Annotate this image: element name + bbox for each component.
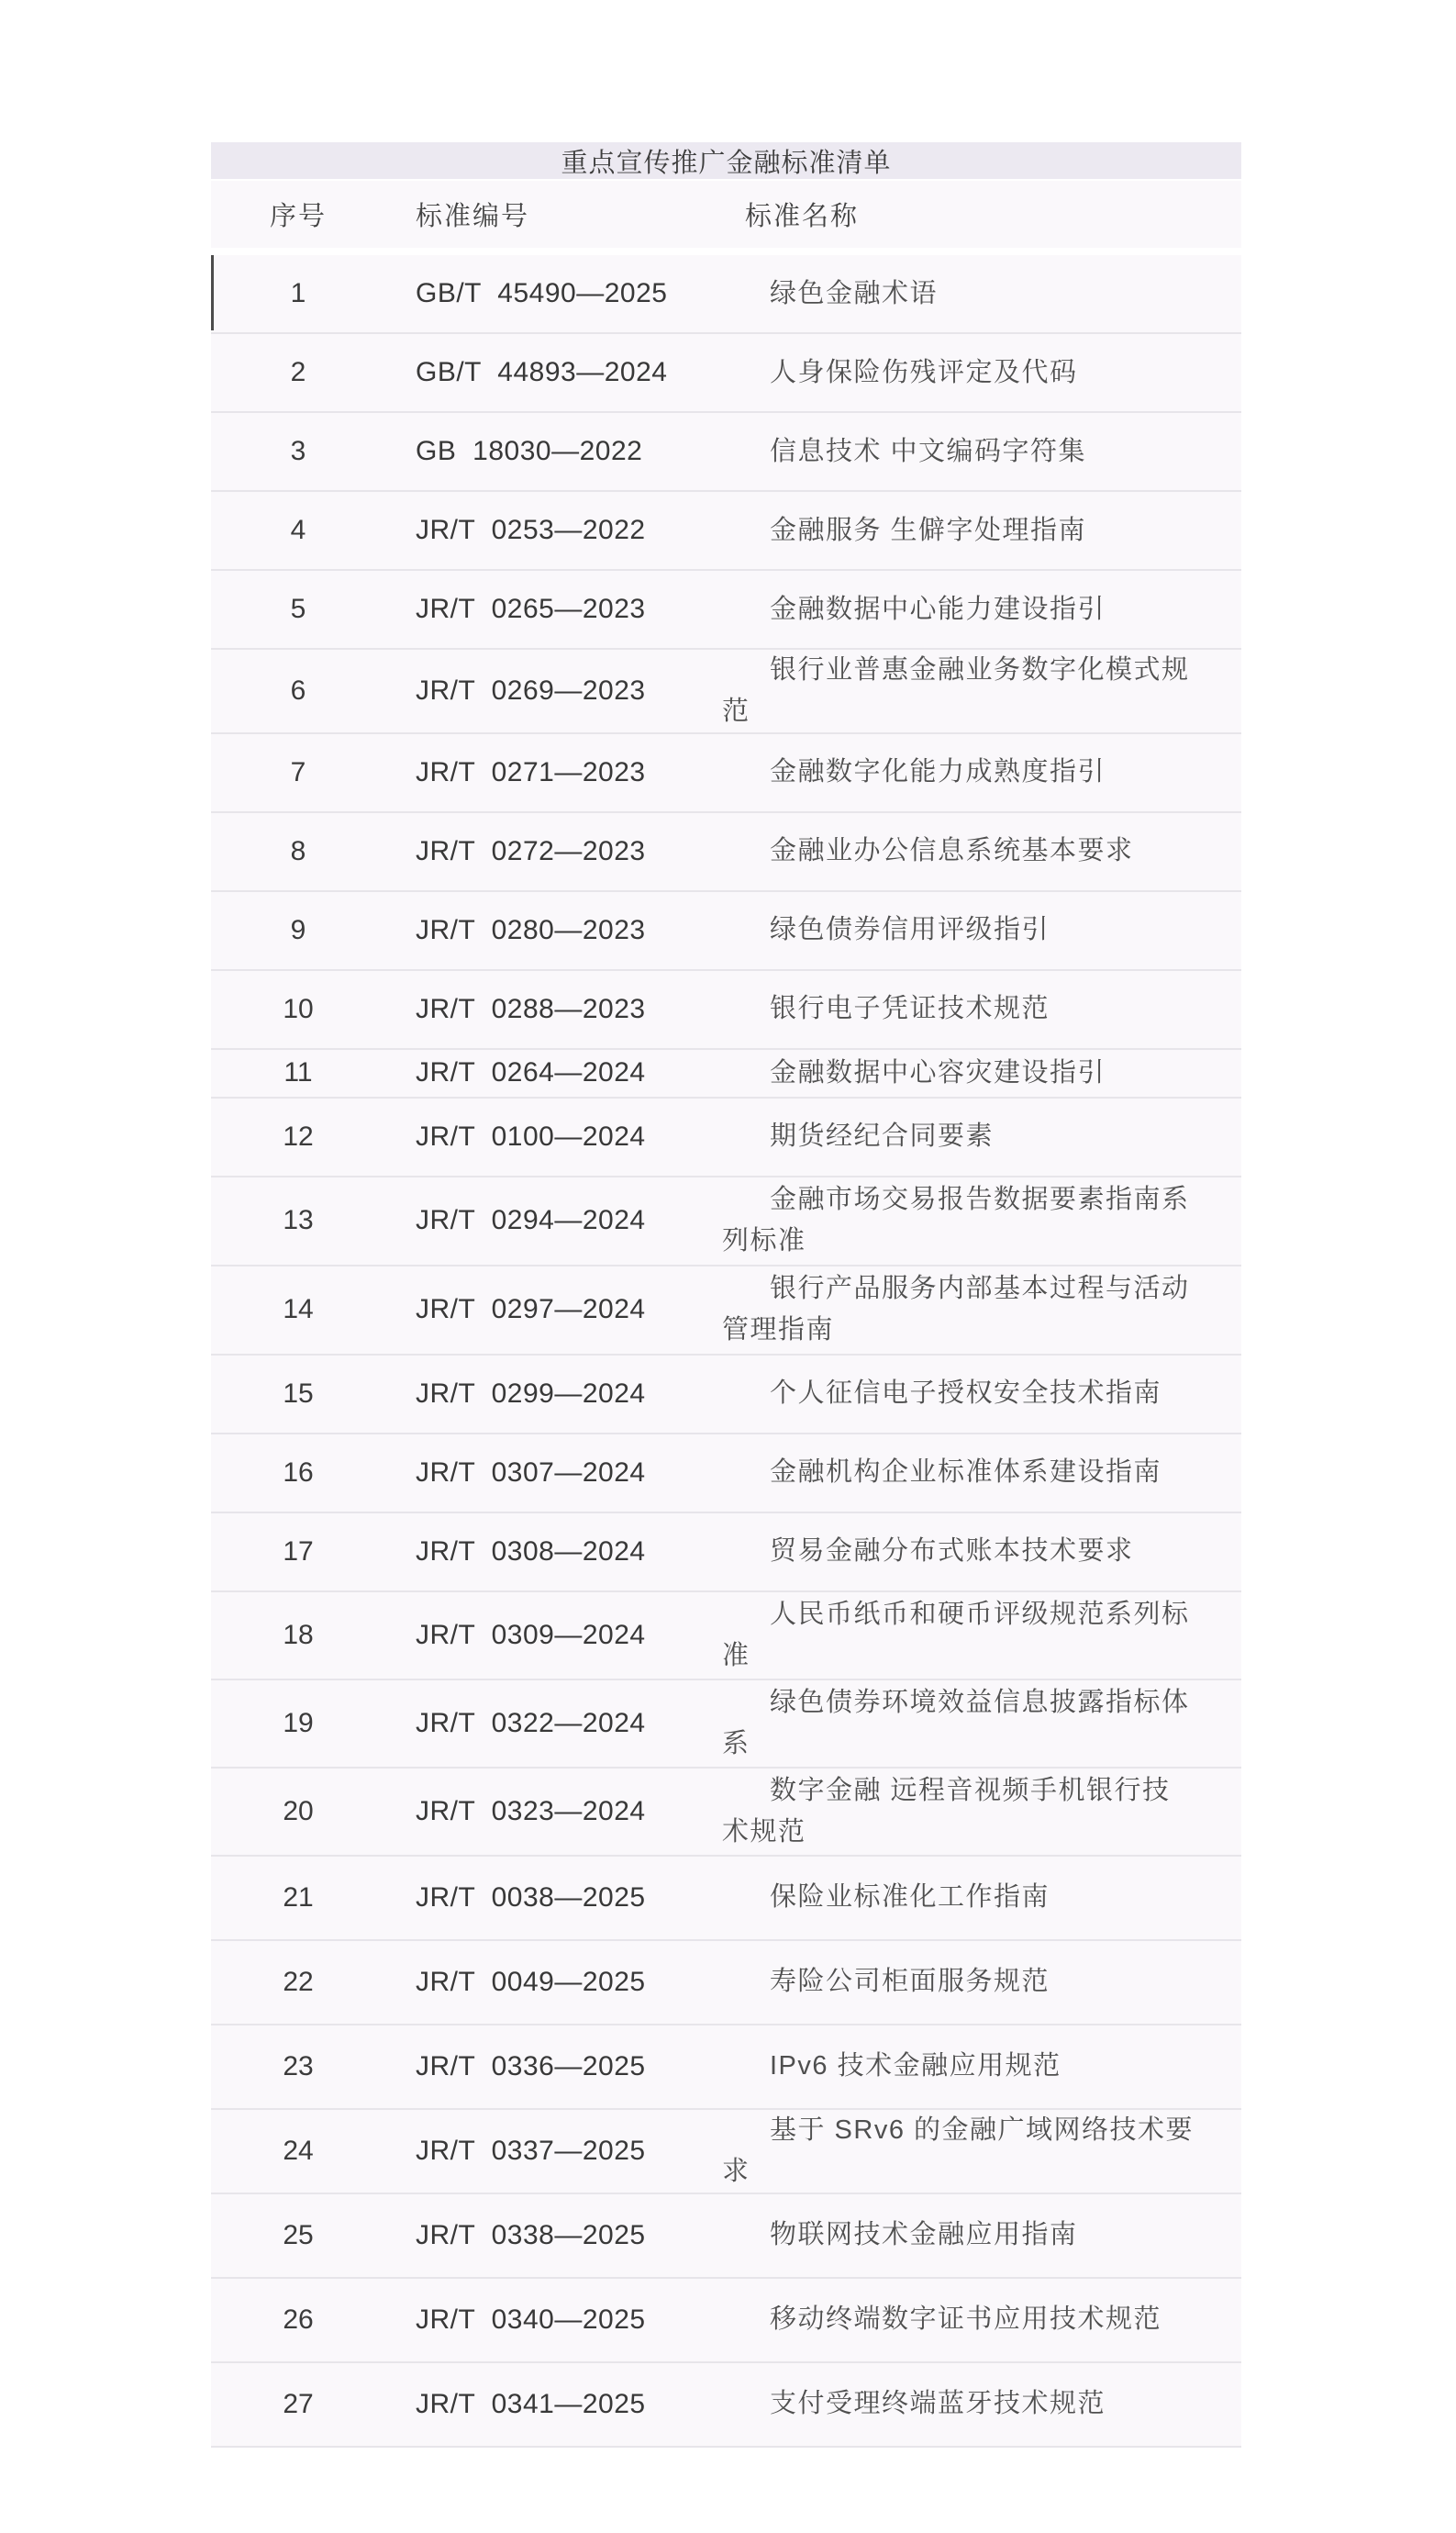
standard-code: JR/T 0297—2024 [416,1294,646,1325]
standard-name: 金融市场交易报告数据要素指南系列标准 [722,1185,1190,1256]
standard-code: GB 18030—2022 [416,436,643,466]
table-row [211,1769,1241,1857]
column-header-name: 标准名称 [745,202,860,231]
standard-code: JR/T 0299—2024 [416,1378,646,1409]
standard-name: 银行业普惠金融业务数字化模式规范 [722,655,1190,726]
table-row [211,2110,1241,2194]
row-index: 18 [283,1619,314,1650]
standard-name: 银行产品服务内部基本过程与活动管理指南 [722,1274,1190,1345]
standard-name: 金融数字化能力成熟度指引 [770,757,1106,787]
row-index: 1 [290,278,306,308]
standard-name: 基于 SRv6 的金融广域网络技术要求 [722,2115,1195,2186]
row-index: 20 [283,1795,314,1826]
table-row [211,1592,1241,1680]
standard-code: JR/T 0280—2023 [416,914,646,945]
standard-code: JR/T 0272—2023 [416,835,646,866]
standard-code: JR/T 0288—2023 [416,993,646,1024]
standard-code: JR/T 0294—2024 [416,1205,646,1236]
table-row [211,413,1241,492]
standard-name: 个人征信电子授权安全技术指南 [770,1378,1162,1409]
table-row [211,892,1241,971]
standard-code: JR/T 0049—2025 [416,1966,646,1997]
row-index: 12 [283,1121,314,1152]
table-row [211,571,1241,650]
row-index: 25 [283,2219,314,2250]
row-index: 14 [283,1294,314,1325]
table-row [211,2363,1241,2448]
column-header-index: 序号 [269,202,327,231]
standard-code: JR/T 0337—2025 [416,2135,646,2166]
standard-name: 绿色债券信用评级指引 [770,915,1050,945]
standard-name: 支付受理终端蓝牙技术规范 [770,2389,1106,2419]
standard-name: 金融业办公信息系统基本要求 [770,836,1134,866]
standard-name: 物联网技术金融应用指南 [770,2220,1078,2250]
table-row [211,492,1241,571]
table-row [211,1941,1241,2025]
table-row [211,971,1241,1050]
table-header-row [211,181,1241,248]
standard-name: 金融机构企业标准体系建设指南 [770,1457,1162,1488]
table-row [211,1266,1241,1356]
table-title: 重点宣传推广金融标准清单 [561,148,892,178]
standard-code: JR/T 0308—2024 [416,1535,646,1567]
row-index: 2 [290,357,306,387]
table-row [211,1513,1241,1592]
standard-name: 银行电子凭证技术规范 [770,994,1050,1024]
table-row [211,2025,1241,2110]
standard-code: JR/T 0338—2025 [416,2219,646,2250]
standard-code: JR/T 0323—2024 [416,1795,646,1826]
row-index: 15 [283,1378,314,1409]
row-index: 17 [283,1535,314,1567]
standard-code: JR/T 0309—2024 [416,1619,646,1650]
table-row [211,1177,1241,1266]
standard-name: 贸易金融分布式账本技术要求 [770,1536,1134,1567]
table-row [211,1099,1241,1177]
table-row [211,334,1241,413]
standard-code: JR/T 0253—2022 [416,515,646,545]
standard-name: 寿险公司柜面服务规范 [770,1967,1050,1997]
row-index: 19 [283,1707,314,1738]
table-row [211,734,1241,813]
row-index: 16 [283,1456,314,1488]
standard-name: 移动终端数字证书应用技术规范 [770,2304,1162,2335]
standard-name: 金融数据中心容灾建设指引 [770,1057,1106,1088]
table-row [211,1680,1241,1769]
table-row [211,1050,1241,1099]
row-index: 8 [290,835,306,866]
row-index: 5 [290,594,306,624]
standard-code: GB/T 44893—2024 [416,357,668,387]
row-index: 26 [283,2304,314,2335]
standard-name: IPv6 技术金融应用规范 [770,2051,1061,2081]
row-index: 10 [283,993,314,1024]
table-row [211,1434,1241,1513]
standard-name: 数字金融 远程音视频手机银行技术规范 [722,1775,1171,1847]
standard-code: JR/T 0307—2024 [416,1456,646,1488]
table-row [211,813,1241,892]
standard-name: 金融数据中心能力建设指引 [770,594,1106,624]
table-title-bar [211,142,1241,179]
standard-name: 绿色金融术语 [770,278,939,308]
standard-name: 信息技术 中文编码字符集 [770,436,1087,466]
standard-code: JR/T 0341—2025 [416,2388,646,2419]
standard-name: 绿色债券环境效益信息披露指标体系 [722,1687,1190,1758]
standard-name: 期货经纪合同要素 [770,1121,995,1152]
row-index: 11 [283,1057,313,1088]
standard-name: 金融服务 生僻字处理指南 [770,515,1087,545]
standards-table [211,142,1241,2448]
standard-name: 保险业标准化工作指南 [770,1882,1050,1913]
row-one-left-border-artifact [211,255,214,330]
standard-code: JR/T 0271—2023 [416,756,646,787]
row-index: 7 [290,756,306,787]
standard-code: JR/T 0265—2023 [416,594,646,624]
column-header-code: 标准编号 [416,202,530,231]
table-row [211,650,1241,734]
standard-code: JR/T 0340—2025 [416,2304,646,2335]
row-index: 3 [290,436,306,466]
standard-code: JR/T 0269—2023 [416,675,646,706]
table-row [211,2194,1241,2279]
row-index: 13 [283,1205,314,1236]
table-body [211,255,1241,2448]
row-index: 22 [283,1966,314,1997]
row-index: 24 [283,2135,314,2166]
row-index: 9 [290,914,306,945]
standard-name: 人身保险伤残评定及代码 [770,357,1078,387]
standard-code: JR/T 0038—2025 [416,1881,646,1913]
row-index: 6 [290,675,306,706]
row-index: 23 [283,2050,314,2081]
row-index: 21 [283,1881,314,1913]
table-row [211,1857,1241,1941]
row-index: 27 [283,2388,314,2419]
standard-code: JR/T 0336—2025 [416,2050,646,2081]
standard-code: JR/T 0264—2024 [416,1057,646,1088]
standard-code: JR/T 0100—2024 [416,1121,646,1152]
standard-code: JR/T 0322—2024 [416,1707,646,1738]
standard-code: GB/T 45490—2025 [416,278,668,308]
standard-name: 人民币纸币和硬币评级规范系列标准 [722,1599,1190,1670]
row-index: 4 [290,515,306,545]
table-row [211,255,1241,334]
table-row [211,1356,1241,1434]
table-row [211,2279,1241,2363]
